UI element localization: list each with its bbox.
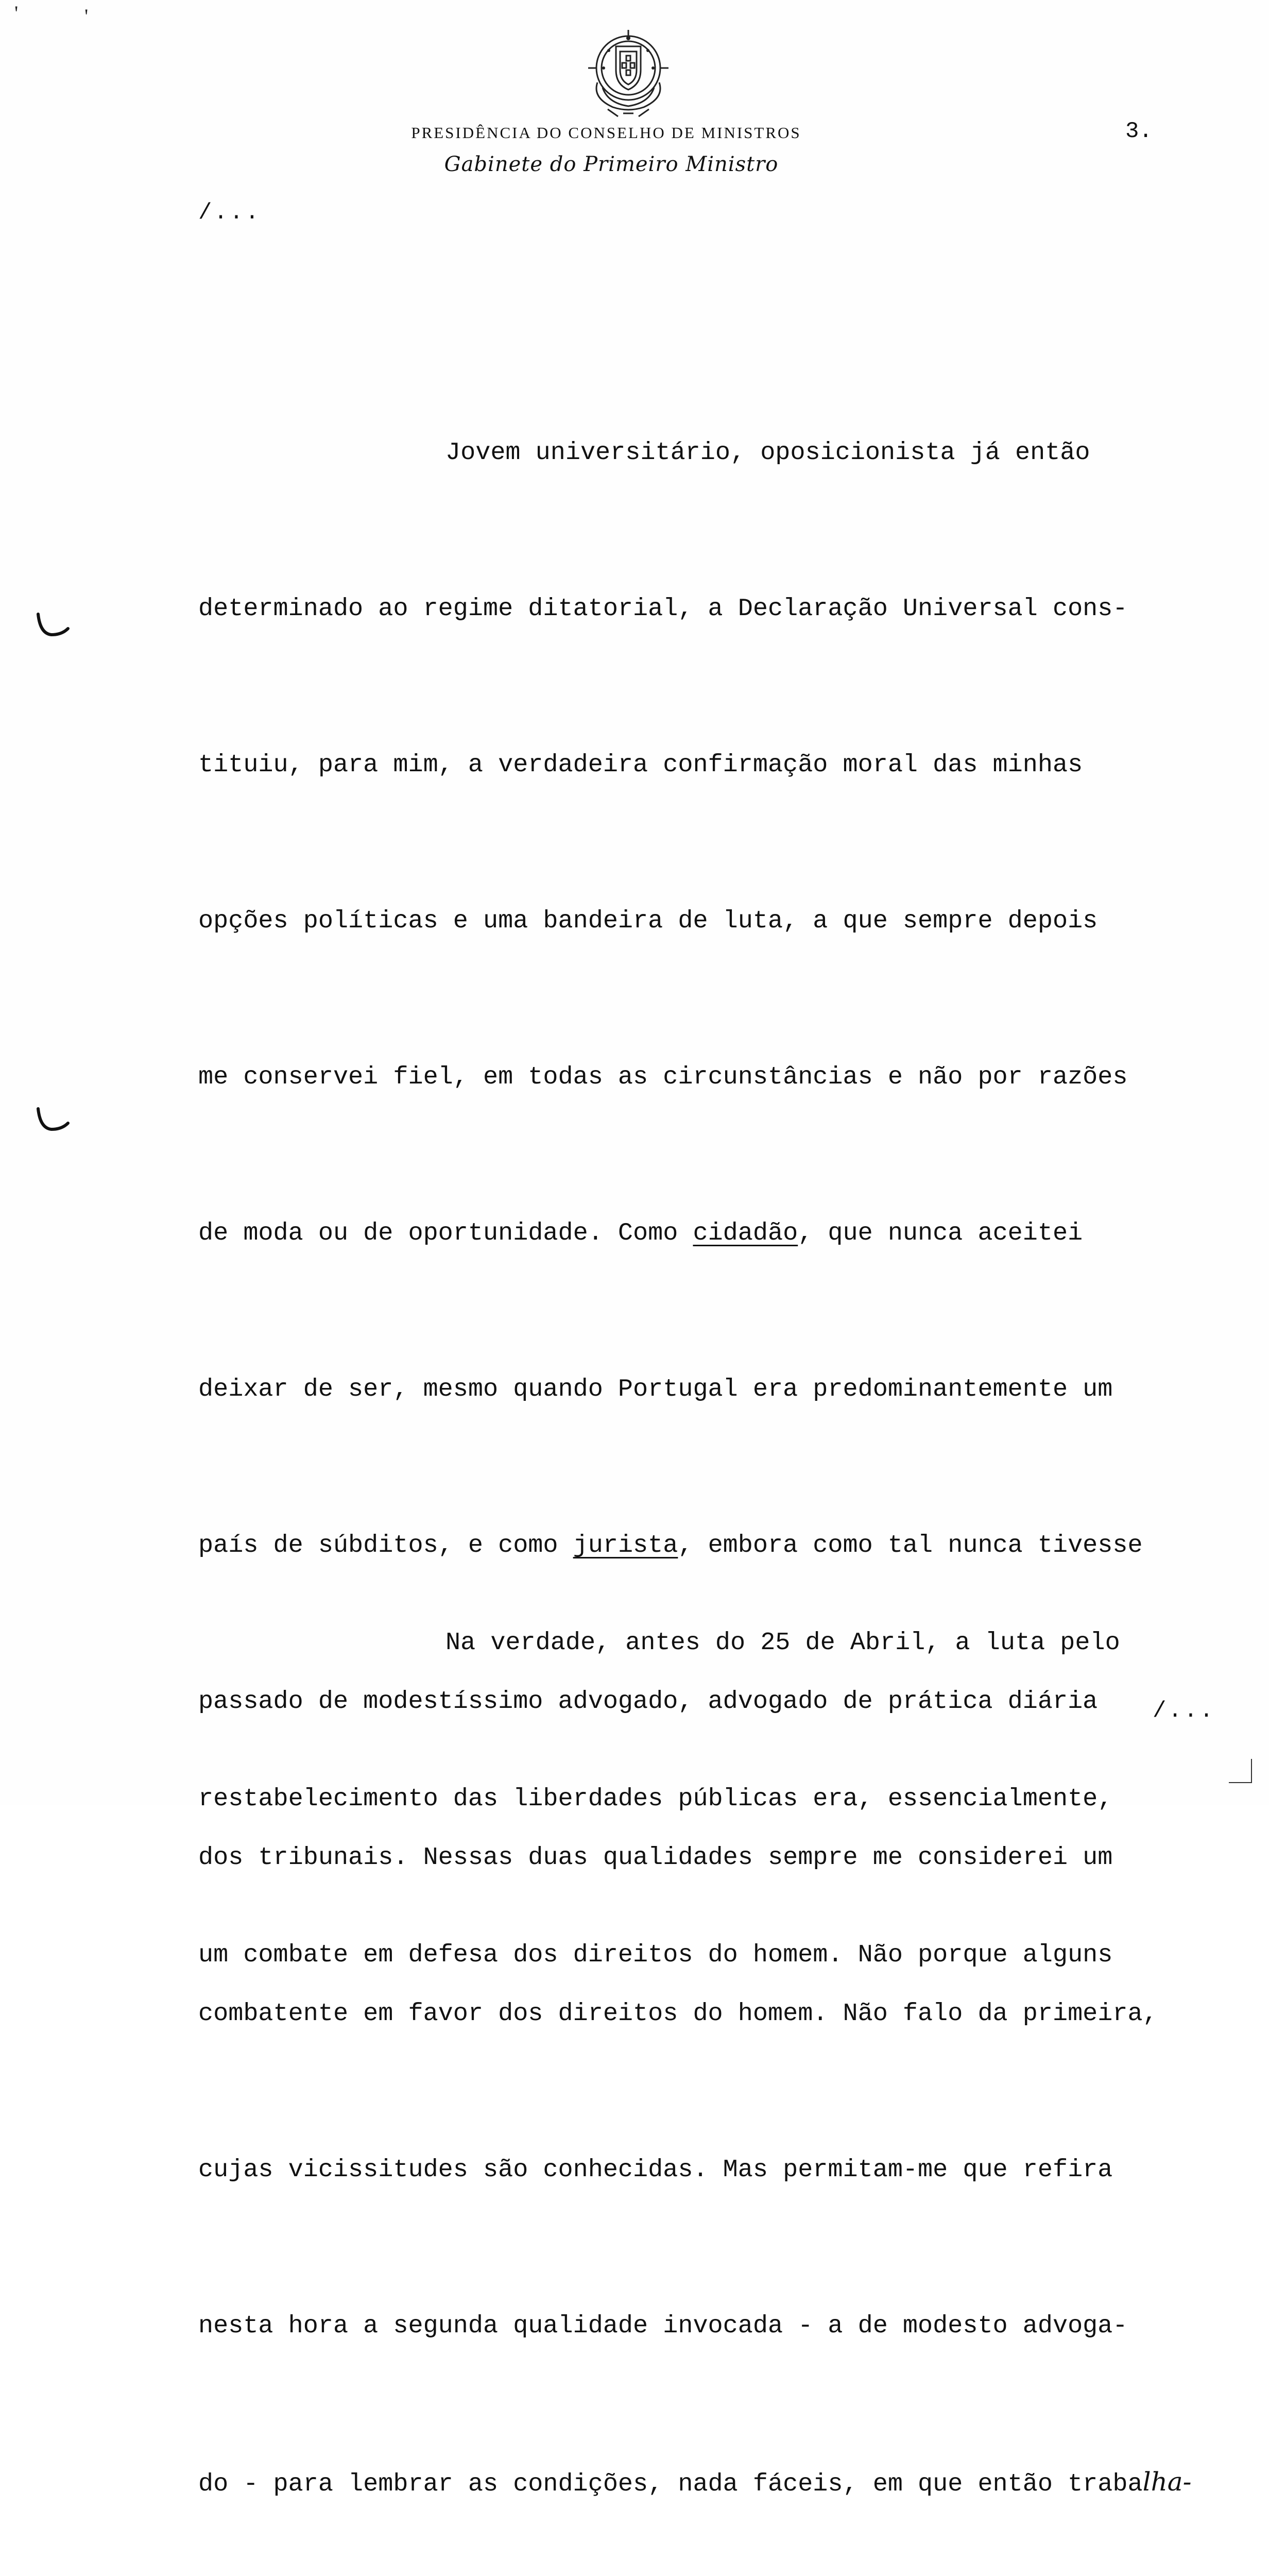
text-line: opções políticas e uma bandeira de luta, a que sempre depois — [198, 907, 1098, 935]
text-line: determinado ao regime ditatorial, a Declaração Universal cons- — [198, 595, 1128, 623]
corner-fold-icon — [1226, 1757, 1257, 1788]
text-line: um combate em defesa dos direitos do homem. Não porque alguns — [198, 1941, 1113, 1969]
stray-mark: ' — [14, 2, 19, 25]
text-line-content: Jovem universitário, oposicionista já então — [445, 438, 1090, 467]
page-header-subtitle: Gabinete do Primeiro Ministro — [444, 152, 779, 176]
text-line-content: de moda ou de oportunidade. Como — [198, 1219, 693, 1247]
text-line: tituiu, para mim, a verdadeira confirmação moral das minhas — [198, 751, 1083, 779]
text-line — [198, 1617, 1203, 1669]
underlined-word-jurista: jurista — [573, 1531, 678, 1560]
continuation-mark-top: /... — [198, 200, 261, 226]
continuation-mark-bottom: /... — [1153, 1698, 1215, 1724]
portuguese-coat-of-arms-icon — [577, 21, 680, 124]
page-header-title: PRESIDÊNCIA DO CONSELHO DE MINISTROS — [411, 124, 801, 142]
text-line: dos tribunais. Nessas duas qualidades sempre me considerei um — [198, 1843, 1113, 1872]
paragraph-2 — [198, 1513, 1203, 2085]
page-number: 3. — [1125, 118, 1153, 144]
paragraph-1 — [198, 323, 1203, 2576]
text-line: cujas vicissitudes são conhecidas. Mas permitam-me que refira — [198, 2156, 1113, 2184]
handwritten-correction: lha- — [1142, 2467, 1192, 2497]
text-line: me conservei fiel, em todas as circunstâncias e não por razões — [198, 1063, 1128, 1091]
text-line-content: Na verdade, antes do 25 de Abril, a luta pelo — [445, 1629, 1120, 1657]
text-line-content: do - para lembrar as condições, nada fáceis, em que então traba — [198, 2470, 1143, 2498]
margin-check-icon — [35, 608, 71, 644]
margin-check-icon — [35, 1103, 71, 1139]
text-line: nesta hora a segunda qualidade invocada - a de modesto advoga- — [198, 2312, 1128, 2340]
text-line-content: país de súbditos, e como — [198, 1531, 573, 1560]
text-line — [198, 1207, 1203, 1259]
text-line: deixar de ser, mesmo quando Portugal era predominantemente um — [198, 1375, 1113, 1403]
stray-mark: ' — [84, 5, 89, 28]
underlined-word-cidadao: cidadão — [693, 1219, 798, 1247]
text-line-content: , embora como tal nunca tivesse — [678, 1531, 1143, 1560]
text-line: combatente em favor dos direitos do homem. Não falo da primeira, — [198, 1999, 1158, 2028]
text-line — [198, 427, 1203, 479]
text-line-content: , que nunca aceitei — [798, 1219, 1083, 1247]
text-line: restabelecimento das liberdades públicas era, essencialmente, — [198, 1785, 1113, 1813]
text-line — [198, 2456, 1203, 2508]
text-line: passado de modestíssimo advogado, advogado de prática diária — [198, 1687, 1098, 1716]
